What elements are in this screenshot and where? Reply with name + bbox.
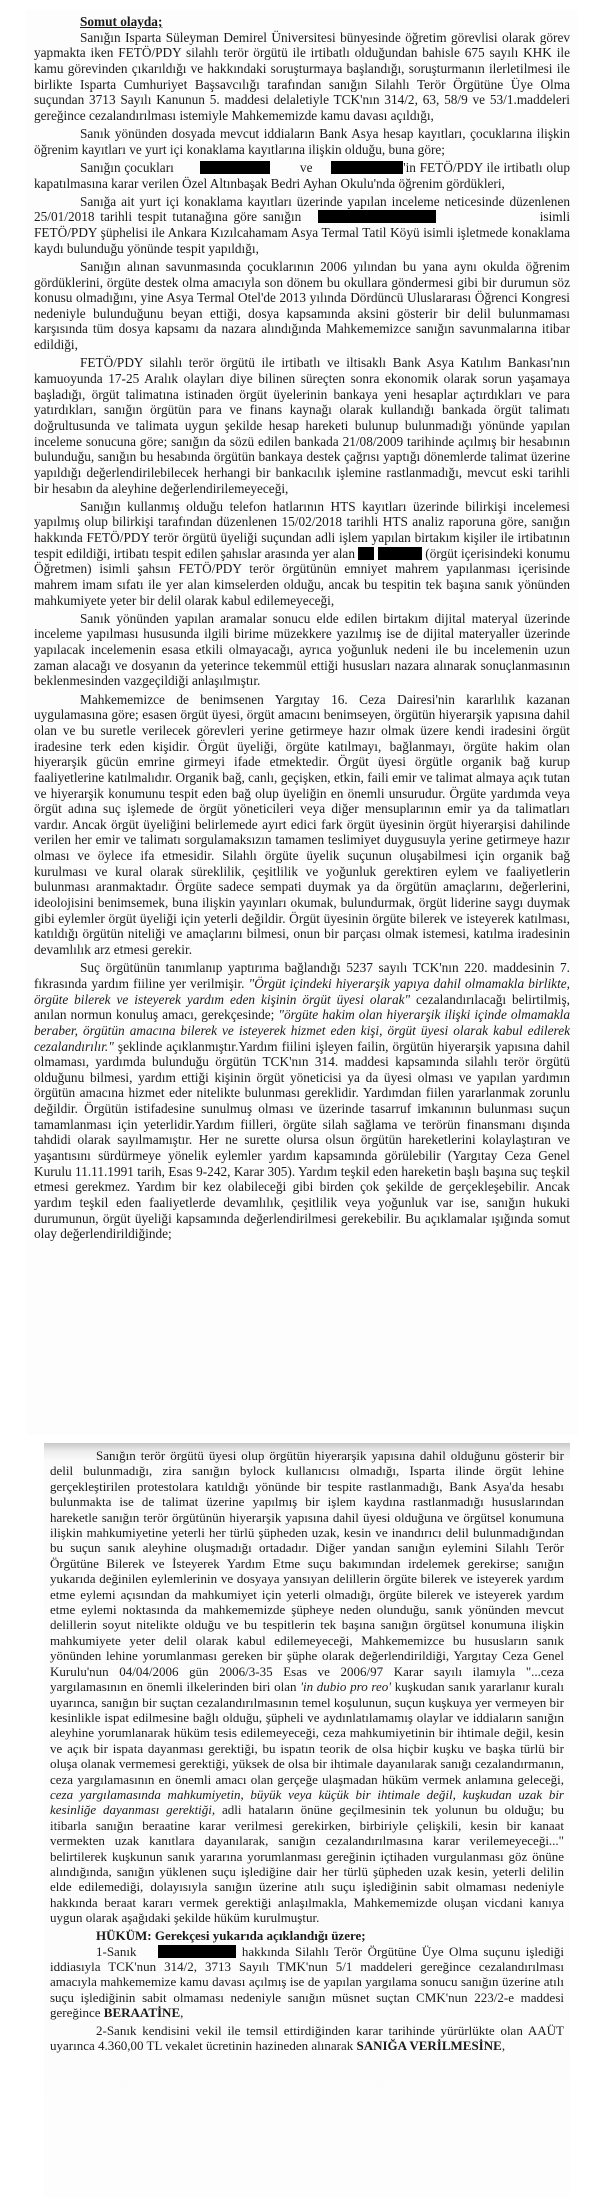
paragraph-allegations: Sanık yönünden dosyada mevcut iddiaların Bank Asya hesap kayıtları, çocuklarına ilişkin öğrenim kayıtları ve yurt içi konaklama kayıtlarına ilişkin olduğu, buna göre; [34, 126, 570, 157]
verdict-item-acquittal: 1-Sanık hakkında Silahlı Terör Örgütüne Üye Olma suçunu işlediği iddiasıyla TCK'nun 314/2, 3713 Sayılı TMK'nun 5/1 maddeleri gereğince cezalandırılması amacıyla mahkememize kamu davası açılmış ise de yapılan yargılama sonucu sanığın üzerine atılı suçu işlediğinin sabit olmaması nedeniyle sanığın müsnet suçtan CMK'nun 223/2-e maddesi gereğince BERAATİNE, [50, 1943, 564, 2021]
verdict-heading: HÜKÜM: Gerekçesi yukarıda açıklandığı üzere; [96, 1928, 366, 1944]
redaction-box [158, 1945, 236, 1958]
redaction-box [318, 210, 436, 223]
redaction-box [331, 161, 403, 174]
paragraph-evaluation: Sanığın terör örgütü üyesi olup örgütün hiyerarşik yapısına dahil olduğunu gösterir bir delil bulunmadığı, zira sanığın bylock kullanıcısı olmadığı, Isparta ilinde örgüt lehine gerçekleştirilen protestolara katıldığı yönünde bir tespite rastlanmadığı, Bank Asya'da hesabı bulunmakta ise de talimat üzerine yapılmış bir işlem kaydına rastlanmadığı hususlarından hareketle sanığın terör örgütünün hiyerarşik yapısına dahil üyesi olduğuna ve örgütsel konumuna ilişkin mahkumiyetine yeterli her türlü şüpheden uzak, kesin ve inandırıcı delil bulunmadığından bu suçun sanık aleyhine oluşmadığı ortadadır. Diğer yandan sanığın eylemini Silahlı Terör Örgütüne Bilerek ve İsteyerek Yardım Etme suçu bakımından irdelemek gerekirse; sanığın yukarıda değinilen eylemlerinin ve dosyaya yansıyan delillerin örgüte bilerek ve isteyerek yardım etme eylemi açısından da mahkumiyet için yeterli olmadığı, örgüte bilerek ve isteyerek yardım etme eylemi noktasında da mahkememizde şüpheye neden olunduğu, sanık yönünden mevcut delillerin soyut nitelikte olduğu ve bu tespitlerin tek başına sanığın örgütsel konumuna ilişkin mahkumiyete yeter delil olarak kabul edilemeyeceği, Mahkememizce bu hususların sanık yönünden lehine yorumlanması gereken bir şüphe olarak değerlendirildiği, Yargıtay Ceza Genel Kurulu'nun 04/04/2006 gün 2006/3-35 Esas ve 2006/97 Karar sayılı ilamıyla "...ceza yargılamasının en önemli ilkelerinden biri olan 'in dubio pro reo' kuşkudan sanık yararlanır kuralı uyarınca, sanığın bir suçtan cezalandırılmasının temel koşulunun, suçun kuşkuya yer vermeyen bir kesinlikle ispat edilmesine bağlı olduğu, şüpheli ve aydınlatılamamış olaylar ve iddiaların sanığın aleyhine yorumlanarak hüküm tesis edilemeyeceği, ceza mahkumiyetinin bir ihtimale değil, kesin ve açık bir ispata dayanması gerektiği, bu ispatın teorik de olsa hiçbir kuşku ve başka türlü bir oluşa olanak vermemesi gerektiği, yüksek de olsa bir ihtimale dayanılarak sanığı cezalandırmanın, ceza yargılamasının en önemli amacı olan gerçeğe ulaşmadan hüküm vermek anlamına geleceği, ceza yargılamasında mahkumiyetin, büyük veya küçük bir ihtimale değil, kuşkudan uzak bir kesinliğe dayanması gerektiği, adli hataların önüne geçilmesinin tek yolunun bu olduğu; bu itibarla sanığın beraatine karar verilmesi gerekirken, birbiriyle çelişkili, kesin bir kanaat vermekten uzak kanıtlara dayanılarak, sanığın cezalandırılmasına karar verilemeyeceği..." belirtilerek kuşkunun sanık yararına yorumlanması gereğinin içtihaden vurgulanması göz önüne alındığında, sanığın yüklenen suçu işlediğine dair her türlü şüpheden uzak kesin, yeterli delilin elde edilemediği, dolayısıyla sanığın üzerine atılı suçu işlediğinin sabit olmaması nedeniyle hakkında beraat kararı vermek gerektiği anlaşılmakla, Mahkememizde oluşan vicdani kanıya uygun olarak aşağıdaki şekilde hüküm kurulmuştur. [50, 1448, 564, 1926]
redaction-box [378, 547, 422, 560]
paragraph-bank-asya: FETÖ/PDY silahlı terör örgütü ile irtibatlı ve iltisaklı Bank Asya Katılım Bankası'nın kamuoyunda 17-25 Aralık olayları diye bilinen süreçten sonra ekonomik olarak sorun yaşamaya başladığı, örgüt talimatına istinaden örgüt üyelerinin bankaya yeni hesaplar açtırdıkları ve para yatırdıkları, sanığın örgütün para ve finans kaynağı olarak kullandığı bankada örgüt talimatı doğrultusunda ve talimata uygun şekilde hesap hareketi bulunup bulunmadığı yönünde yapılan inceleme sonucuna göre; sanığın da sözü edilen bankada 21/08/2009 tarihinde açılmış bir hesabının bulunduğu, sanığın bu hesabında örgütün bankaya destek çağrısı yaptığı dönemlerde talimat üzerine yapıldığı değerlendirilebilecek herhangi bir bankacılık işlemine rastlanmadığı, mevcut eski tarihli bir hesabın da aleyhine değerlendirilemeyeceği, [34, 355, 570, 496]
paragraph-hts-records: Sanığın kullanmış olduğu telefon hatlarının HTS kayıtları üzerinde bilirkişi incelemesi yapılmış olup bilirkişi tarafından düzenlenen 15/02/2018 tarihli HTS analiz raporuna göre, sanığın hakkında FETÖ/PDY terör örgütü üyeliği suçundan adli işlem yapılan birtakım kişiler ile irtibatının tespit edildiği, irtibatı tespit edilen şahıslar arasında yer alan (örgüt içerisindeki konumu Öğretmen) isimli şahsın FETÖ/PDY terör örgütünün emniyet mahrem yapılanması içerisinde mahrem imam sıfatı ile yer alan kimselerden olduğu, ancak bu tespitin tek başına sanık yönünden mahkumiyete yeter bir delil olarak kabul edilemeyeceği, [34, 498, 571, 608]
paragraph-indictment: Sanığın Isparta Süleyman Demirel Üniversitesi bünyesinde öğretim görevlisi olarak görev yapmakta iken FETÖ/PDY silahlı terör örgütü ile irtibatlı olduğundan bahisle 675 sayılı KHK ile kamu görevinden çıkarıldığı ve hakkındaki soruşturmaya başlandığı, soruşturmanın ilerletilmesi ile birlikte Isparta Cumhuriyet Başsavcılığı tarafından sanığın Silahlı Terör Örgütüne Üye Olma suçundan 3713 Sayılı Kanunun 5. maddesi delaletiyle TCK'nın 314/2, 63, 58/9 ve 53/1.maddeleri gereğince cezalandırılması istemiyle Mahkememizde kamu davası açıldığı, [34, 29, 570, 123]
paragraph-membership-criteria: Mahkememizce de benimsenen Yargıtay 16. Ceza Dairesi'nin kararlılık kazanan uygulamasına göre; esasen örgüt üyesi, örgüt amacını benimseyen, örgütün hiyerarşik yapısına dahil olan ve bu suretle verilecek görevleri yerine getirmeye hazır olmak üzere kendi iradesini örgüt iradesine terk eden kişidir. Örgüt üyeliği, örgüte katılmayı, bağlanmayı, örgüte hakim olan hiyerarşik gücün emrine girmeyi ifade etmektedir. Örgüt üyesi örgütle organik bağ kurup faaliyetlerine katılmalıdır. Organik bağ, canlı, geçişken, etkin, faili emir ve talimat almaya açık tutan ve hiyerarşik konumunu tespit eden bağ olup üyeliğin en önemli unsurudur. Örgüte yardımda veya örgüt adına suç işlemede de örgüt yöneticileri veya diğer mensuplarının emir ya da talimatları vardır. Ancak örgüt üyeliğini belirlemede ayırt edici fark örgüt üyesinin örgüt hiyerarşisi dahilinde verilen her emir ve talimatı sorgulamaksızın tamamen teslimiyet duygusuyla yerine getirmeye hazır olması ve öylece ifa etmesidir. Silahlı örgüte üyelik suçunun oluşabilmesi için organik bağ kurulması ve kural olarak süreklilik, çeşitlilik ve yoğunluk gerektiren eylem ve faaliyetlerin bulunması aranmaktadır. Örgüte sadece sempati duymak ya da örgütün amaçlarını, değerlerini, ideolojisini benimsemek, buna ilişkin yayınları okumak, bulundurmak, örgüt liderine saygı duymak gibi eylemler örgüt üyeliği için yeterli değildir. Örgüt üyesinin örgüte bilerek ve isteyerek katılması, katıldığı örgütün niteliği ve amaçlarını bilmesi, onun bir parçası olmak istemesi, katılma iradesinin devamlılık arz etmesi gerekir. [34, 691, 570, 958]
paragraph-accommodation: Sanığa ait yurt içi konaklama kayıtları üzerinde yapılan inceleme neticesinde düzenlenen 25/01/2018 tarihli tespit tutanağına göre sanığın isimli FETÖ/PDY şüphelisi ile Ankara Kızılcahamam Asya Termal Tatil Köyü isimli işletmede konaklama kaydı bulunduğu yönünde tespit yapıldığı, [34, 193, 571, 256]
verdict-item-attorney-fee: 2-Sanık kendisini vekil ile temsil ettirdiğinden karar tarihinde yürürlükte olan AAÜT uyarınca 4.360,00 TL vekalet ücretinin hazineden alınarak SANIĞA VERİLMESİNE, [50, 2023, 564, 2054]
paragraph-digital-material: Sanık yönünden yapılan aramalar sonucu elde edilen birtakım dijital materyal üzerinde inceleme yapılması hususunda ilgili birime müzekkere yazılmış ise de dijital materyaller üzerinde yapılacak incelemenin esasa etkili olmayacağı, ayrıca yoğunluk nedeni ile bu incelemenin uzun zaman alacağı ve dosyanın da yeterince tekemmül ettiği hususları nazara alınarak sonuçlanmasının beklenmesinden vazgeçildiği anlaşılmıştır. [34, 610, 570, 689]
redaction-box [200, 161, 270, 174]
redaction-box [358, 547, 374, 560]
paragraph-children-school: Sanığın çocukları ve 'in FETÖ/PDY ile irtibatlı olup kapatılmasına karar verilen Özel Altınbaşak Bedri Ayhan Okulu'nda öğrenim gördükleri, [34, 159, 570, 191]
document-scan-page-1 [26, 10, 578, 1435]
document-scan-page-2 [44, 1443, 570, 2198]
paragraph-defense: Sanığın alınan savunmasında çocuklarının 2006 yılından bu yana aynı okulda öğrenim gördüklerini, örgüte destek olma amacıyla son dönem bu okullara göndermesi gibi bir durumun söz konusu olmadığını, yine Asya Termal Otel'de 2013 yılında Dördüncü Uluslararası Öğrenci Kongresi nedeniyle bulunduğunu beyan ettiği, dosya kapsamında aksini gösterir bir delil bulunmaması karşısında tüm dosya kapsamı da nazara alındığında Mahkememizce sanığın savunmalarına itibar edildiği, [34, 258, 570, 353]
paragraph-aid-offense: Suç örgütünün tanımlanıp yaptırıma bağlandığı 5237 sayılı TCK'nın 220. maddesinin 7. fıkrasında yardım fiiline yer verilmişir. "Örgüt içindeki hiyerarşik yapıya dahil olmamakla birlikte, örgüte bilerek ve isteyerek yardım eden kişinin örgüt üyesi olarak" cezalandırılacağı belirtilmiş, anılan normun konuluş amacı, gerekçesinde; "örgüte hakim olan hiyerarşik ilişki içinde olmamakla beraber, örgütün amacına bilerek ve isteyerek hizmet eden kişi, örgüt üyesi olarak kabul edilerek cezalandırılır." şeklinde açıklanmıştır.Yardım fiilini işleyen failin, örgütün hiyerarşik yapısına dahil olmaması, yardımda bulunduğu örgütün TCK'nın 314. maddesi kapsamında silahlı terör örgütü olduğunu bilmesi, yardım ettiği kişinin örgüt yöneticisi ya da üyesi olması ve yapılan yardımın örgütün amacına hizmet eder nitelikte bulunması gereklidir. Yardımdan fiilen yararlanmak zorunlu değildir. Örgütün istifadesine sunulmuş olması ve üzerinde tasarruf imkanının bulunması suçun tamamlanması için yeterlidir.Yardım fiilleri, örgüte silah sağlama ve terörün finansmanı dışında tahdidi olarak sayılmamıştır. Her ne surette olursa olsun örgütün hareketlerini kolaylaştıran ve yaşantısını sürdürmeye yönelik eylemler yardım kapsamında görülebilir (Yargıtay Ceza Genel Kurulu 11.11.1991 tarih, Esas 9-242, Karar 305). Yardım teşkil eden hareketin başlı başına suç teşkil etmesi gerekmez. Yardım bir kez olabileceği gibi birden çok şekilde de gerçekleşebilir. Ancak yardım teşkil eden faaliyetlerde devamlılık, çeşitlilik veya yoğunluk var ise, sanığın hukuki durumunun, örgüt üyeliği kapsamında değerlendirilmesi gerekebilir. Bu açıklamalar ışığında somut olay değerlendirildiğinde; [34, 960, 571, 1242]
section-heading: Somut olayda; [80, 14, 163, 29]
